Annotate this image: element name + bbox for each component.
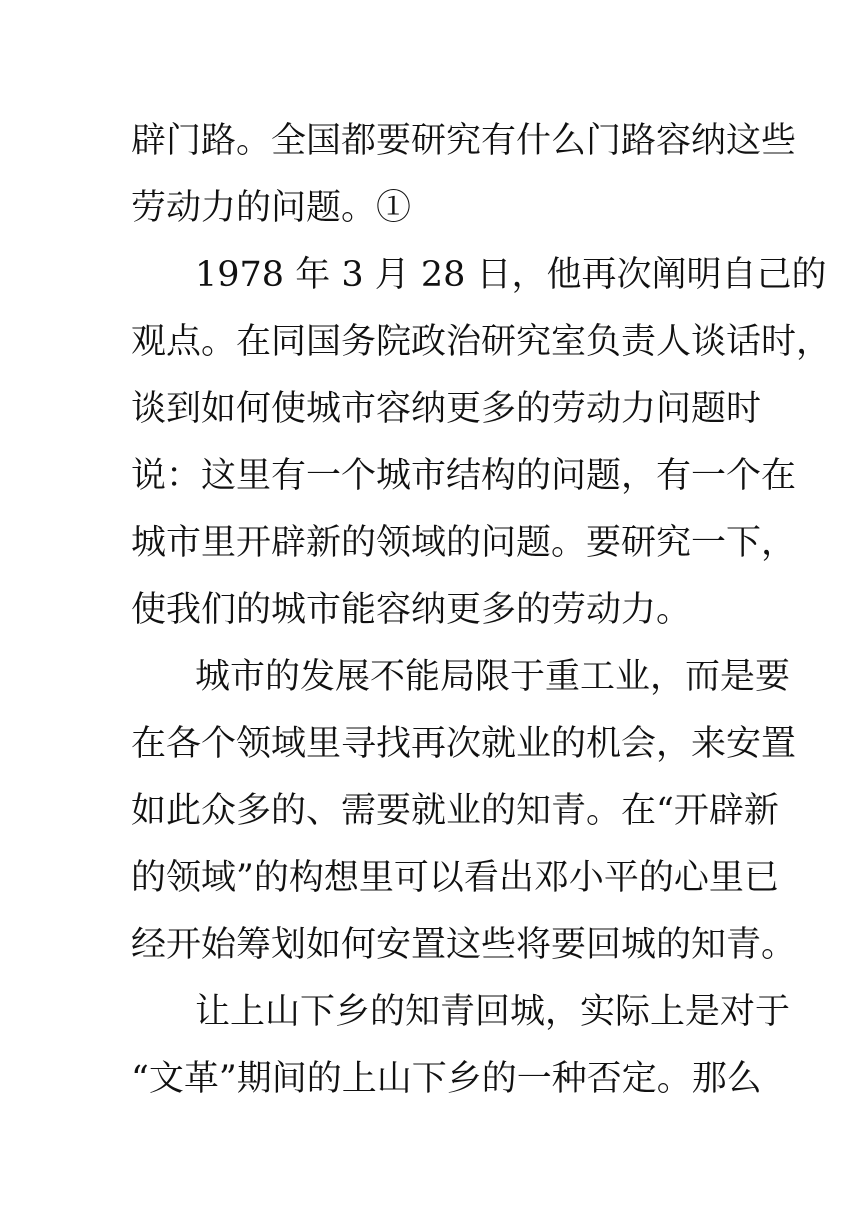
- text-line: 辟门路。全国都要研究有什么门路容纳这些: [131, 121, 797, 161]
- text-line: “文革”期间的上山下乡的一种否定。那么: [131, 1059, 762, 1099]
- text-line: 经开始筹划如何安置这些将要回城的知青。: [131, 925, 797, 965]
- text-line: 使我们的城市能容纳更多的劳动力。: [131, 590, 692, 630]
- text-line: 谈到如何使城市容纳更多的劳动力问题时: [131, 389, 762, 429]
- text-line: 观点。在同国务院政治研究室负责人谈话时，: [131, 322, 832, 362]
- text-line: 如此众多的、需要就业的知青。在“开辟新: [131, 791, 779, 831]
- body-text: [131, 108, 832, 1113]
- text-line: 在各个领域里寻找再次就业的机会，来安置: [131, 724, 797, 764]
- text-line: 说：这里有一个城市结构的问题，有一个在: [131, 456, 797, 496]
- text-line: 劳动力的问题。①: [131, 188, 412, 228]
- text-line: 让上山下乡的知青回城，实际上是对于: [195, 992, 791, 1032]
- text-line: 的领域”的构想里可以看出邓小平的心里已: [131, 858, 779, 898]
- text-line: 城市的发展不能局限于重工业，而是要: [195, 657, 791, 697]
- text-line: 1978 年 3 月 28 日，他再次阐明自己的: [195, 255, 827, 295]
- text-line: 城市里开辟新的领域的问题。要研究一下，: [131, 523, 797, 563]
